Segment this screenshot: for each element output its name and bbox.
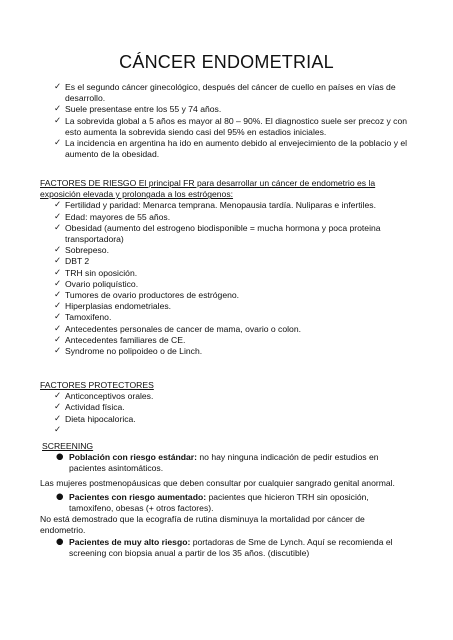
- list-item: ✓ La sobrevida global a 5 años es mayor al 80 – 90%. El diagnostico suele ser precoz y con esto aumenta la sobrevida siendo casi del 95% en estadios iniciales.: [54, 115, 408, 137]
- list-item: ✓ Dieta hipocalorica.: [54, 413, 136, 424]
- screening-heading-row: [40, 441, 412, 452]
- screening-list-2: [40, 492, 412, 514]
- list-item: ✓ Tamoxifeno.: [54, 312, 112, 323]
- list-item: ✓ Es el segundo cáncer ginecológico, después del cáncer de cuello en países en vías de desarrollo.: [54, 82, 396, 104]
- list-item: ✓ Hiperplasias endometriales.: [54, 301, 172, 312]
- checkmark-icon: ✓: [54, 402, 62, 413]
- screening-heading: SCREENING: [42, 441, 94, 451]
- checkmark-icon: ✓: [54, 138, 62, 149]
- checkmark-icon: ✓: [54, 115, 62, 126]
- list-item: ✓ Sobrepeso.: [54, 245, 109, 256]
- checkmark-icon: ✓: [54, 200, 62, 211]
- protective-factors-heading: FACTORES PROTECTORES: [40, 380, 154, 390]
- checkmark-icon: ✓: [54, 391, 62, 402]
- list-item: ✓ Obesidad (aumento del estrogeno biodisponible = mucha hormona y poca proteina transportadora): [54, 222, 381, 245]
- bullet-icon: ●: [56, 452, 64, 463]
- screening-list-3: [40, 537, 412, 559]
- list-item: ✓ Edad: mayores de 55 años.: [54, 211, 171, 222]
- intro-section: [40, 82, 412, 160]
- list-item: ✓ DBT 2: [54, 256, 90, 267]
- checkmark-icon: ✓: [54, 301, 62, 312]
- checkmark-icon: ✓: [54, 290, 62, 301]
- list-item: ✓ Syndrome no polipoideo o de Linch.: [54, 346, 203, 357]
- risk-factors-text: El principal FR para desarrollar un cáncer de endometrio es la exposición elevada y prolongada a los estrógenos:: [40, 178, 376, 200]
- checkmark-icon: ✓: [54, 278, 62, 289]
- checkmark-icon: ✓: [54, 82, 62, 92]
- checkmark-icon: ✓: [54, 334, 62, 345]
- list-item: ✓ Fertilidad y paridad: Menarca temprana. Menopausia tardía. Nuliparas e infertiles.: [54, 200, 376, 211]
- list-item: [40, 425, 412, 436]
- risk-factors-intro: [40, 178, 412, 200]
- list-item: ✓ Ovario poliquístico.: [54, 278, 139, 289]
- list-item: ● Población con riesgo estándar: no hay ninguna indicación de pedir estudios en pacientes asintomáticos.: [56, 452, 379, 474]
- list-item: ✓ Anticonceptivos orales.: [54, 391, 154, 402]
- checkmark-icon: ✓: [54, 256, 62, 267]
- list-item: ✓ Tumores de ovario productores de estrógeno.: [54, 290, 240, 301]
- protective-factors-section: [40, 380, 412, 436]
- list-item: ● Pacientes de muy alto riesgo: portadoras de Sme de Lynch. Aquí se recomienda el screening con biopsia anual a partir de los 35 años. (discutible): [56, 536, 393, 558]
- risk-factors-heading: FACTORES DE RIESGO: [40, 178, 137, 188]
- checkmark-icon: ✓: [54, 104, 62, 115]
- page-title: CÁNCER ENDOMETRIAL: [119, 52, 334, 72]
- screening-paragraph-2: No está demostrado que la ecografía de rutina disminuya la mortalidad por cáncer de endometrio.: [40, 514, 365, 536]
- list-item: ✓ Antecedentes familiares de CE.: [54, 334, 186, 345]
- list-item: ● Pacientes con riesgo aumentado: pacientes que hicieron TRH sin oposición, tamoxifeno, obesas (+ otros factores).: [56, 491, 369, 514]
- screening-list-1: [40, 452, 412, 474]
- risk-factors-section: [40, 178, 412, 357]
- checkmark-icon: ✓: [54, 424, 62, 435]
- checkmark-icon: ✓: [54, 245, 62, 256]
- intro-list: [40, 82, 412, 160]
- list-item: ✓ Actividad física.: [54, 402, 125, 413]
- screening-paragraph-1: Las mujeres postmenopáusicas que deben consultar por cualquier sangrado genital anormal.: [40, 477, 395, 488]
- protective-factors-list: [40, 391, 412, 436]
- list-item: ✓ Antecedentes personales de cancer de mama, ovario o colon.: [54, 323, 301, 334]
- checkmark-icon: ✓: [54, 312, 62, 323]
- bullet-icon: ●: [56, 491, 64, 502]
- checkmark-icon: ✓: [54, 346, 62, 357]
- checkmark-icon: ✓: [54, 323, 62, 334]
- list-item: ✓ Suele presentase entre los 55 y 74 años.: [54, 104, 222, 115]
- checkmark-icon: ✓: [54, 267, 62, 278]
- checkmark-icon: ✓: [54, 211, 62, 222]
- checkmark-icon: ✓: [54, 222, 62, 233]
- screening-section: [40, 441, 412, 559]
- checkmark-icon: ✓: [54, 413, 62, 424]
- risk-factors-list: [40, 200, 412, 357]
- bullet-icon: ●: [56, 536, 64, 547]
- list-item: ✓ TRH sin oposición.: [54, 267, 138, 278]
- list-item: ✓ La incidencia en argentina ha ido en aumento debido al envejecimiento de la poblacio y el aumento de la obesidad.: [54, 138, 408, 160]
